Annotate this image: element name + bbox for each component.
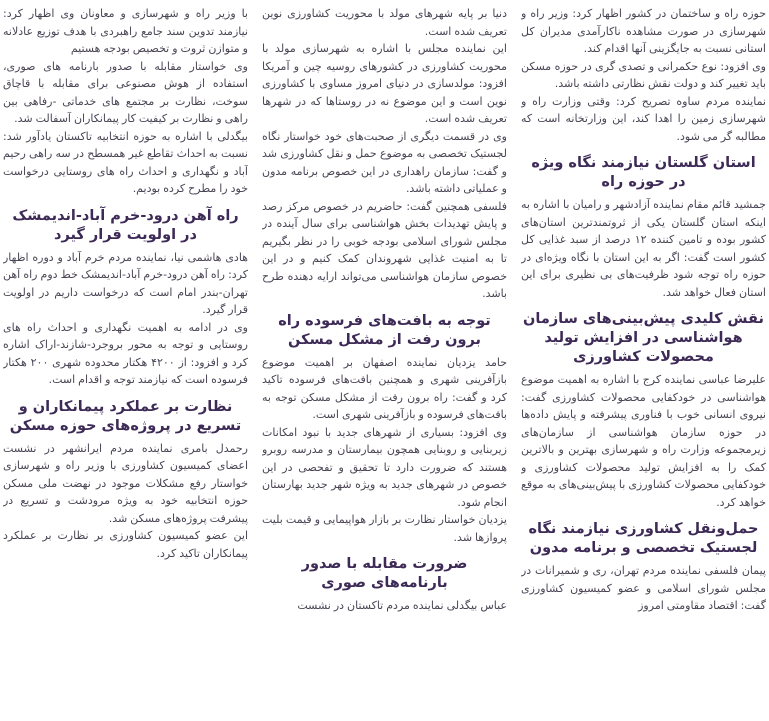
- article-paragraph: یزدیان خواستار نظارت بر بازار هواپیمایی و قیمت بلیت پروازها شد.: [262, 513, 507, 544]
- article-headline: نقش کلیدی پیش‌بینی‌های سازمان هواشناسی در افزایش تولید محصولات کشاورزی: [523, 311, 764, 365]
- article-headline: استان گلستان نیازمند نگاه ویژه در حوزه راه: [531, 155, 756, 190]
- article-paragraph: عباس بیگدلی نماینده مردم تاکستان در نشست: [297, 599, 507, 612]
- article-column-left: [3, 4, 248, 721]
- article-paragraph: وی در ادامه به اهمیت نگهداری و احداث راه های روستایی و توجه به محور بروجرد-شازند-اراک اشاره کرد و افزود: از ۴۲۰۰ هکتار محدوده شهری ۲۰۰ هکتار فرسوده است که نیازمند توجه و اقدام است.: [3, 320, 248, 386]
- article-headline: ضرورت مقابله با صدور بارنامه‌های صوری: [301, 556, 468, 591]
- article-column-middle: [262, 4, 507, 721]
- article-paragraph: رحمدل بامری نماینده مردم ایرانشهر در نشست اعضای کمیسیون کشاورزی با وزیر راه و شهرسازی خواستار رفع مشکلات موجود در نهضت ملی مسکن حوزه انتخابیه خود به ویژه مرودشت و تسریع در پیشرفت پروژه‌های مسکن شد.: [3, 441, 248, 525]
- article-paragraph: حامد یزدیان نماینده اصفهان بر اهمیت موضوع بازآفرینی شهری و همچنین بافت‌های فرسوده تاکید کرد و گفت: راه برون رفت از مشکل مسکن توجه به بافت‌های فرسوده و بازآفرینی شهری است.: [262, 355, 507, 421]
- article-paragraph: حوزه راه و ساختمان در کشور اظهار کرد: وزیر راه و شهرسازی در صورت مشاهده ناکارآمدی مدیران کل استانی نسبت به جایگزینی آنها اقدام کند.: [521, 7, 766, 55]
- article-headline: راه آهن درود-خرم آباد-اندیمشک در اولویت قرار گیرد: [12, 207, 239, 243]
- article-paragraph: جمشید قائم مقام نماینده آزادشهر و رامیان با اشاره به اینکه استان گلستان یکی از ثروتمندترین استان‌های کشور بوده و تامین کننده ۱۲ درصد از سبد غذایی کل کشور است گفت: اگر به این استان با نگاه ویژه‌ای در حوزه راه توجه شود ظرفیت‌های بی نظیری برای این استان فعال خواهد شد.: [521, 198, 766, 299]
- article-paragraph: این نماینده مجلس با اشاره به شهرسازی مولد با محوریت کشاورزی در کشورهای روسیه چین و آمریکا افزود: مولدسازی در دنیای امروز مساوی با کشاورزی نوین است و این موضوع نه در روستاها که در شهرها تعریف شده است.: [262, 42, 507, 125]
- article-paragraph: نماینده مردم ساوه تصریح کرد: وقتی وزارت راه و شهرسازی زمین را اهدا کند، این وزارتخانه است که مطالبه گر می شود.: [521, 94, 766, 143]
- article-headline: نظارت بر عملکرد پیمانکاران و تسریع در پروژه‌های حوزه مسکن: [9, 398, 242, 434]
- article-paragraph: وی خواستار مقابله با صدور بارنامه های صوری، استفاده از هوش مصنوعی برای مقابله با قاچاق سوخت، نظارت بر مجتمع های خدماتی -رفاهی بین راهی و نظارت بر کیفیت کار پیمانکاران آسفالت شد.: [3, 59, 248, 125]
- article-paragraph: هادی هاشمی نیا، نماینده مردم خرم آباد و دوره اظهار کرد: راه آهن درود-خرم آباد-اندیمشک خط دوم راه آهن تهران-بندر امام است که درخواست داریم در اولویت قرار گیرد.: [3, 250, 248, 316]
- article-headline: حمل‌ونقل کشاورزی نیازمند نگاه لجستیک تخصصی و برنامه مدون: [528, 521, 759, 556]
- article-paragraph: پیمان فلسفی نماینده مردم تهران، ری و شمیرانات در مجلس شورای اسلامی و عضو کمیسیون کشاورزی گفت: اقتصاد مقاومتی امروز: [521, 564, 766, 612]
- article-paragraph: فلسفی همچنین گفت: حاضریم در خصوص مرکز رصد و پایش تهدیدات بخش هواشناسی برای سال آینده در مجلس شورای اسلامی بودجه خوبی را در نظر بگیریم تا به امنیت غذایی شهروندان کمک کنیم و در این خصوص سازمان هواشناسی می‌تواند ارایه دهنده طرح باشد.: [262, 199, 507, 300]
- article-paragraph: بیگدلی با اشاره به حوزه انتخابیه تاکستان یادآور شد: نسبت به احداث تقاطع غیر همسطح در سه راهی رحیم آباد و نگهداری و احداث راه های روستایی درخواست خود را مطرح کرده بودیم.: [3, 129, 248, 195]
- article-paragraph: دنیا بر پایه شهرهای مولد با محوریت کشاورزی نوین تعریف شده است.: [262, 7, 507, 38]
- article-paragraph: این عضو کمیسیون کشاورزی بر نظارت بر عملکرد پیمانکاران تاکید کرد.: [3, 529, 248, 560]
- article-headline: توجه به بافت‌های فرسوده راه برون رفت از مشکل مسکن: [278, 312, 491, 348]
- article-column-right: [521, 4, 766, 721]
- article-paragraph: با وزیر راه و شهرسازی و معاونان وی اظهار کرد: نیازمند تدوین سند جامع راهبردی با هدف توزیع عادلانه و متوازن ثروت و تخصیص بودجه هستیم: [3, 7, 248, 55]
- article-paragraph: وی افزود: بسیاری از شهرهای جدید با نبود امکانات زیربنایی و روبنایی همچون بیمارستان و مدرسه روبرو هستند که ضرورت دارد تا تحقیق و تفحصی در این خصوص در شهرهای جدید به ویژه شهر جدید بهارستان انجام شود.: [262, 425, 507, 509]
- article-paragraph: علیرضا عباسی نماینده کرج با اشاره به اهمیت موضوع هواشناسی در خودکفایی محصولات کشاورزی گفت: نیروی انسانی خوب با فناوری پیشرفته و پایش داده‌ها در حوزه سازمان هواشناسی از سازمان‌های زیرمجموعه وزارت راه و شهرسازی بهترین و بالاترین کمک را به افزایش تولید محصولات کشاورزی و خودکفایی محصولات کشاورزی با پیش‌بینی‌های به موقع خواهد کرد.: [521, 373, 766, 509]
- article-paragraph: وی در قسمت دیگری از صحبت‌های خود خواستار نگاه لجستیک تخصصی به موضوع حمل و نقل کشاورزی شد و گفت: سازمان راهداری در این خصوص برنامه مدون و عملیاتی داشته باشد.: [262, 129, 507, 195]
- article-paragraph: وی افزود: نوع حکمرانی و تصدی گری در حوزه مسکن باید تغییر کند و دولت نقش نظارتی داشته باشد.: [521, 59, 766, 90]
